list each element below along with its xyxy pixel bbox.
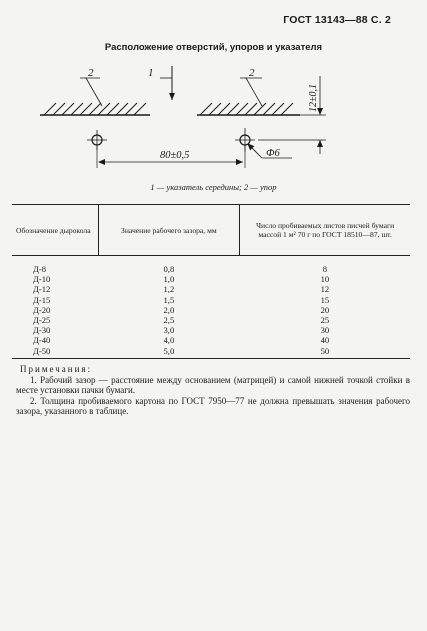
cell-sheets: 20 [320, 304, 330, 315]
cell-sheets: 12 [320, 284, 330, 295]
cell-sheets: 50 [240, 346, 410, 359]
right-stop-hatch [197, 103, 300, 115]
table-row [12, 274, 410, 284]
diameter-leader [248, 144, 262, 158]
cell-model: Д-8 [33, 264, 47, 274]
note-item: 2. Толщина пробиваемого картона по ГОСТ 7950—77 не должна превышать значения рабочего зазора, указанного в таблице. [16, 395, 410, 417]
cell-sheets: 15 [320, 294, 330, 305]
cell-sheets: 8 [322, 264, 328, 274]
page-header: ГОСТ 13143—88 С. 2 [283, 14, 391, 26]
table-row [12, 284, 410, 294]
cell-sheets: 40 [320, 335, 330, 346]
cell-gap: 0,8 [163, 264, 175, 274]
diameter-dimension: Ф6 [266, 148, 280, 159]
table-row [12, 325, 410, 335]
table-row [12, 305, 410, 315]
column-header-gap: Значение рабочего зазора, мм [98, 205, 240, 256]
technical-drawing [0, 58, 427, 178]
note-item: 1. Рабочий зазор — расстояние между основанием (матрицей) и самой нижней точкой стойки в месте установки пачки бумаги. [16, 374, 410, 396]
table-row [12, 295, 410, 305]
cell-gap: 1,0 [163, 274, 175, 285]
cell-gap: 2,5 [163, 315, 175, 326]
parameters-table [12, 204, 410, 359]
figure-caption: 1 — указатель середины; 2 — упор [150, 182, 277, 192]
right-stop-leader [246, 78, 262, 106]
table-header-row [12, 205, 410, 256]
cell-model: Д-10 [33, 274, 51, 285]
left-stop-leader [86, 78, 102, 106]
table-row [12, 256, 410, 275]
cell-gap: 3,0 [163, 325, 175, 336]
height-dimension: 12±0,1 [308, 84, 319, 112]
cell-sheets: 30 [320, 325, 330, 336]
column-header-model: Обозначение дырокола [12, 205, 98, 256]
cell-gap: 1,5 [163, 294, 175, 305]
cell-gap: 1,2 [163, 284, 175, 295]
column-header-sheets: Число пробиваемых листов писчей бумаги массой 1 м² 70 г по ГОСТ 18510—87, шт. [240, 205, 410, 256]
cell-gap: 4,0 [163, 335, 175, 346]
indicator-label: 1 [148, 67, 154, 79]
cell-model: Д-25 [33, 315, 51, 326]
distance-dimension: 80±0,5 [160, 150, 190, 161]
left-stop-label: 2 [88, 67, 94, 79]
cell-model: Д-20 [33, 304, 51, 315]
drawing-title: Расположение отверстий, упоров и указателя [104, 42, 323, 53]
cell-model: Д-15 [33, 294, 51, 305]
notes-section [16, 364, 410, 417]
cell-model: Д-50 [12, 346, 98, 359]
cell-sheets: 10 [320, 274, 330, 285]
cell-model: Д-12 [33, 284, 51, 295]
right-stop-label: 2 [249, 67, 255, 79]
table-row [12, 335, 410, 345]
table-row [12, 346, 410, 359]
left-stop-hatch [40, 103, 150, 115]
table-row [12, 315, 410, 325]
cell-gap: 5,0 [98, 346, 240, 359]
cell-gap: 2,0 [163, 304, 175, 315]
cell-model: Д-40 [33, 335, 51, 346]
cell-sheets: 25 [320, 315, 330, 326]
cell-model: Д-30 [33, 325, 51, 336]
notes-heading: Примечания: [20, 364, 93, 374]
